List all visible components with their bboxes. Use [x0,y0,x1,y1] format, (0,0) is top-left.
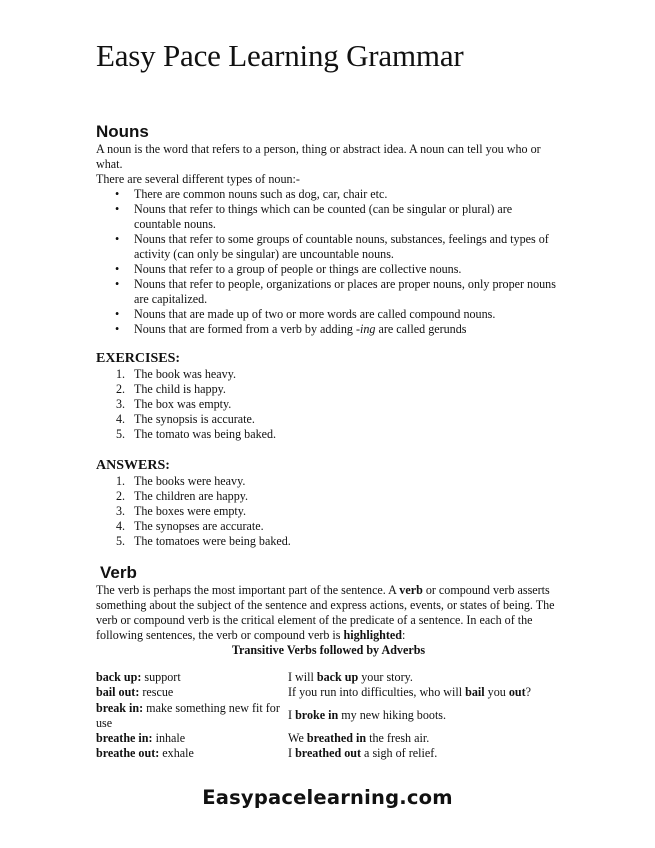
table-row [96,731,568,746]
meaning: make something new fit for use [96,701,280,730]
list-item [96,534,561,549]
table-row [96,685,568,700]
table-row [96,700,568,731]
term: breathe in: [96,731,153,746]
meaning: inhale [152,731,186,746]
list-item [96,397,561,412]
list-item: • Nouns that refer to some groups of countable nouns, substances, feelings and types of activity (can only be singular) are uncountable nouns. [96,232,561,262]
item-number: 4. [116,412,126,426]
term: breathe out: [96,746,160,761]
footer-site-link[interactable]: Easypacelearning.com [202,786,453,809]
meaning: exhale [159,746,194,761]
page-title: Easy Pace Learning Grammar [96,38,464,73]
example-cell [288,746,568,761]
term: back up: [96,670,142,685]
term-cell [96,670,288,685]
item-text: The book was heavy. [134,367,236,381]
item-number: 5. [116,534,126,548]
item-text: The boxes were empty. [134,504,247,518]
example-bold: broke in [295,708,339,723]
term-cell [96,731,288,746]
example-bold: out [508,685,526,700]
example-bold: bail [465,685,485,700]
example-text: If you run into difficulties, who will [288,685,466,700]
list-item [96,489,561,504]
example-text: the fresh air. [366,731,430,746]
example-cell [288,700,568,731]
meaning: support [141,670,181,685]
list-item: • Nouns that refer to a group of people or things are collective nouns. [96,262,561,277]
item-number: 2. [116,382,126,396]
meaning: rescue [139,685,174,700]
item-text: The synopses are accurate. [134,519,264,533]
term-cell [96,685,288,700]
verb-text-1: The verb is perhaps the most important part of the sentence. A [96,583,400,597]
item-text: The box was empty. [134,397,232,411]
example-text: you [484,685,509,700]
list-item: • There are common nouns such as dog, car, chair etc. [96,187,561,202]
item-text: The tomatoes were being baked. [134,534,291,548]
example-text: my new hiking boots. [338,708,447,723]
item-text: The books were heavy. [134,474,246,488]
list-item: • Nouns that refer to people, organizations or places are proper nouns, only proper nouns are capitalized. [96,277,561,307]
nouns-definition: A noun is the word that refers to a person, thing or abstract idea. A noun can tell you who or what. [96,142,541,171]
term: break in: [96,701,144,715]
nouns-types-intro: There are several different types of noun:- [96,172,300,186]
list-item [96,427,561,442]
verb-heading: Verb [100,563,137,582]
list-item [96,382,561,397]
example-text: I will [288,670,317,685]
verb-section [96,563,561,658]
item-number: 3. [116,397,126,411]
item-number: 1. [116,474,126,488]
gerund-suffix: -ing [356,322,376,336]
term-cell [96,700,288,731]
example-text: a sigh of relief. [361,746,438,761]
list-item: • Nouns that refer to things which can be counted (can be singular or plural) are countable nouns. [96,202,561,232]
example-cell [288,685,568,700]
example-text: ? [525,685,532,700]
verb-paragraph [96,583,561,643]
list-item [96,519,561,534]
term-cell [96,746,288,761]
verb-bold-2: highlighted [343,628,403,642]
item-number: 4. [116,519,126,533]
example-bold: back up [316,670,359,685]
example-bold: breathed out [295,746,362,761]
gerund-text-after: are called gerunds [375,322,467,336]
exercises-section [96,351,561,442]
answers-list [96,474,561,549]
verbs-table [96,670,568,761]
exercises-heading: EXERCISES: [96,351,181,366]
item-text: The tomato was being baked. [134,427,277,441]
list-item-gerund [96,322,561,337]
list-item [96,504,561,519]
list-item [96,412,561,427]
example-text: I [288,746,296,761]
table-row [96,746,568,761]
example-cell [288,731,568,746]
term: bail out: [96,685,140,700]
item-text: The children are happy. [134,489,249,503]
list-item [96,367,561,382]
answers-heading: ANSWERS: [96,458,170,473]
example-bold: breathed in [306,731,367,746]
list-item: • Nouns that are made up of two or more words are called compound nouns. [96,307,561,322]
verb-text-2: or compound verb asserts something about the subject of the sentence and express actions, events, or states of being. The verb or compound verb is the critical element of the predicate of a sentence. In each of the following sentences, the verb or compound verb is [96,583,555,642]
verb-text-3: : [402,628,406,642]
example-cell [288,670,568,685]
verb-bold-1: verb [399,583,423,597]
exercises-list [96,367,561,442]
example-text: your story. [358,670,413,685]
answers-section [96,458,561,549]
item-number: 3. [116,504,126,518]
gerund-text-before: Nouns that are formed from a verb by adding [134,322,356,336]
item-number: 2. [116,489,126,503]
noun-types-list [96,187,561,337]
table-row [96,670,568,685]
example-text: We [288,731,307,746]
table-title: Transitive Verbs followed by Adverbs [231,643,426,657]
nouns-heading: Nouns [96,122,149,141]
item-number: 5. [116,427,126,441]
item-text: The synopsis is accurate. [134,412,255,426]
example-text: I [288,708,296,723]
item-text: The child is happy. [134,382,226,396]
list-item [96,474,561,489]
item-number: 1. [116,367,126,381]
nouns-section [96,122,561,337]
